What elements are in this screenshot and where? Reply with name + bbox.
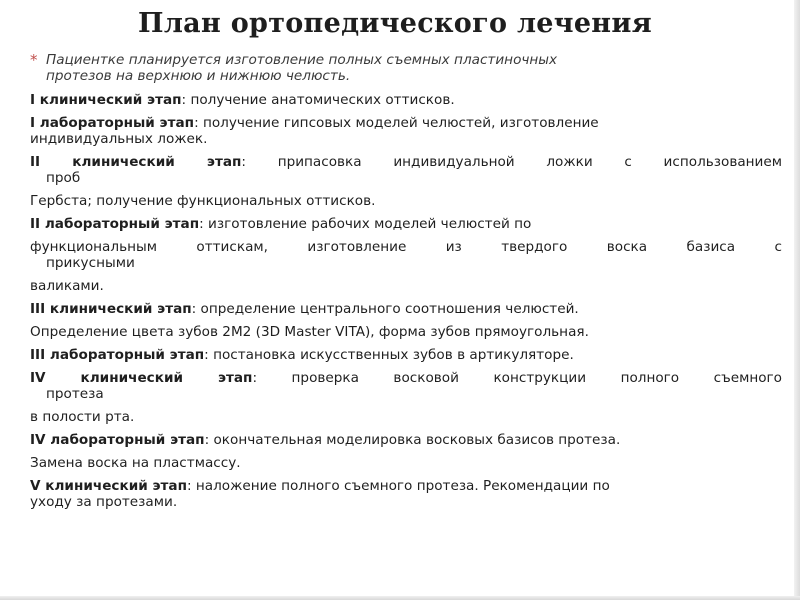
stage-text: : получение анатомических оттисков. — [181, 92, 455, 108]
stage-text-continued: индивидуальных ложек. — [30, 131, 208, 147]
stage-label: III лабораторный этап — [30, 347, 205, 363]
stage-label: II лабораторный этап — [30, 216, 200, 232]
stage-label: IV лабораторный этап — [30, 432, 205, 448]
stage-label: I клинический этап — [30, 92, 182, 108]
stage-text: : получение гипсовых моделей челюстей, изготовление — [194, 115, 599, 131]
stage-text-continued: проб — [46, 170, 81, 186]
stage-text-continued: протеза — [46, 386, 104, 402]
stage-4-clinical — [30, 370, 782, 402]
stage-label: IV клинический этап — [30, 370, 253, 386]
stage-1-lab — [30, 115, 782, 147]
stage-label: I лабораторный этап — [30, 115, 195, 131]
stage-2-clinical — [30, 154, 782, 186]
intro-line-1: Пациентке планируется изготовление полных съемных пластиночных — [46, 52, 558, 68]
stage-3-clinical-cont: Определение цвета зубов 2М2 (3D Master VITA), форма зубов прямоугольная. — [30, 324, 589, 340]
stage-label: II клинический этап — [30, 154, 242, 170]
stage-text: : постановка искусственных зубов в артикуляторе. — [204, 347, 574, 363]
stage-text-continued: функциональным оттискам, изготовление из твердого воска базиса с — [30, 239, 782, 255]
bullet-icon: * — [30, 51, 38, 69]
stage-text: : проверка восковой конструкции полного съемного — [252, 370, 783, 386]
stage-text-continued: прикусными — [46, 255, 135, 271]
stage-2-lab — [30, 216, 782, 232]
stage-label: III клинический этап — [30, 301, 192, 317]
stage-2-lab-end: валиками. — [30, 278, 104, 294]
stage-3-lab — [30, 347, 782, 363]
stage-label: V клинический этап — [30, 478, 187, 494]
slide-bottom-shadow — [0, 596, 800, 600]
intro-line-2: протезов на верхнюю и нижнюю челюсть. — [46, 68, 351, 84]
stage-text-continued: уходу за протезами. — [30, 494, 178, 510]
slide-body — [30, 52, 782, 517]
slide-edge-shadow — [794, 0, 800, 600]
stage-4-clinical-cont: в полости рта. — [30, 409, 135, 425]
stage-text: : изготовление рабочих моделей челюстей по — [199, 216, 532, 232]
stage-3-clinical — [30, 301, 782, 317]
stage-text: : окончательная моделировка восковых базисов протеза. — [204, 432, 621, 448]
stage-2-clinical-cont: Гербста; получение функциональных оттисков. — [30, 193, 376, 209]
stage-text: : припасовка индивидуальной ложки с использованием — [241, 154, 783, 170]
intro-paragraph — [30, 52, 782, 84]
stage-5-clinical — [30, 478, 782, 510]
stage-4-lab — [30, 432, 782, 448]
stage-text: : определение центрального соотношения челюстей. — [191, 301, 579, 317]
stage-2-lab-cont — [30, 239, 782, 271]
stage-text: : наложение полного съемного протеза. Рекомендации по — [187, 478, 610, 494]
stage-4-lab-cont: Замена воска на пластмассу. — [30, 455, 241, 471]
stage-1-clinical — [30, 92, 782, 108]
slide-title: План ортопедического лечения — [138, 8, 652, 39]
